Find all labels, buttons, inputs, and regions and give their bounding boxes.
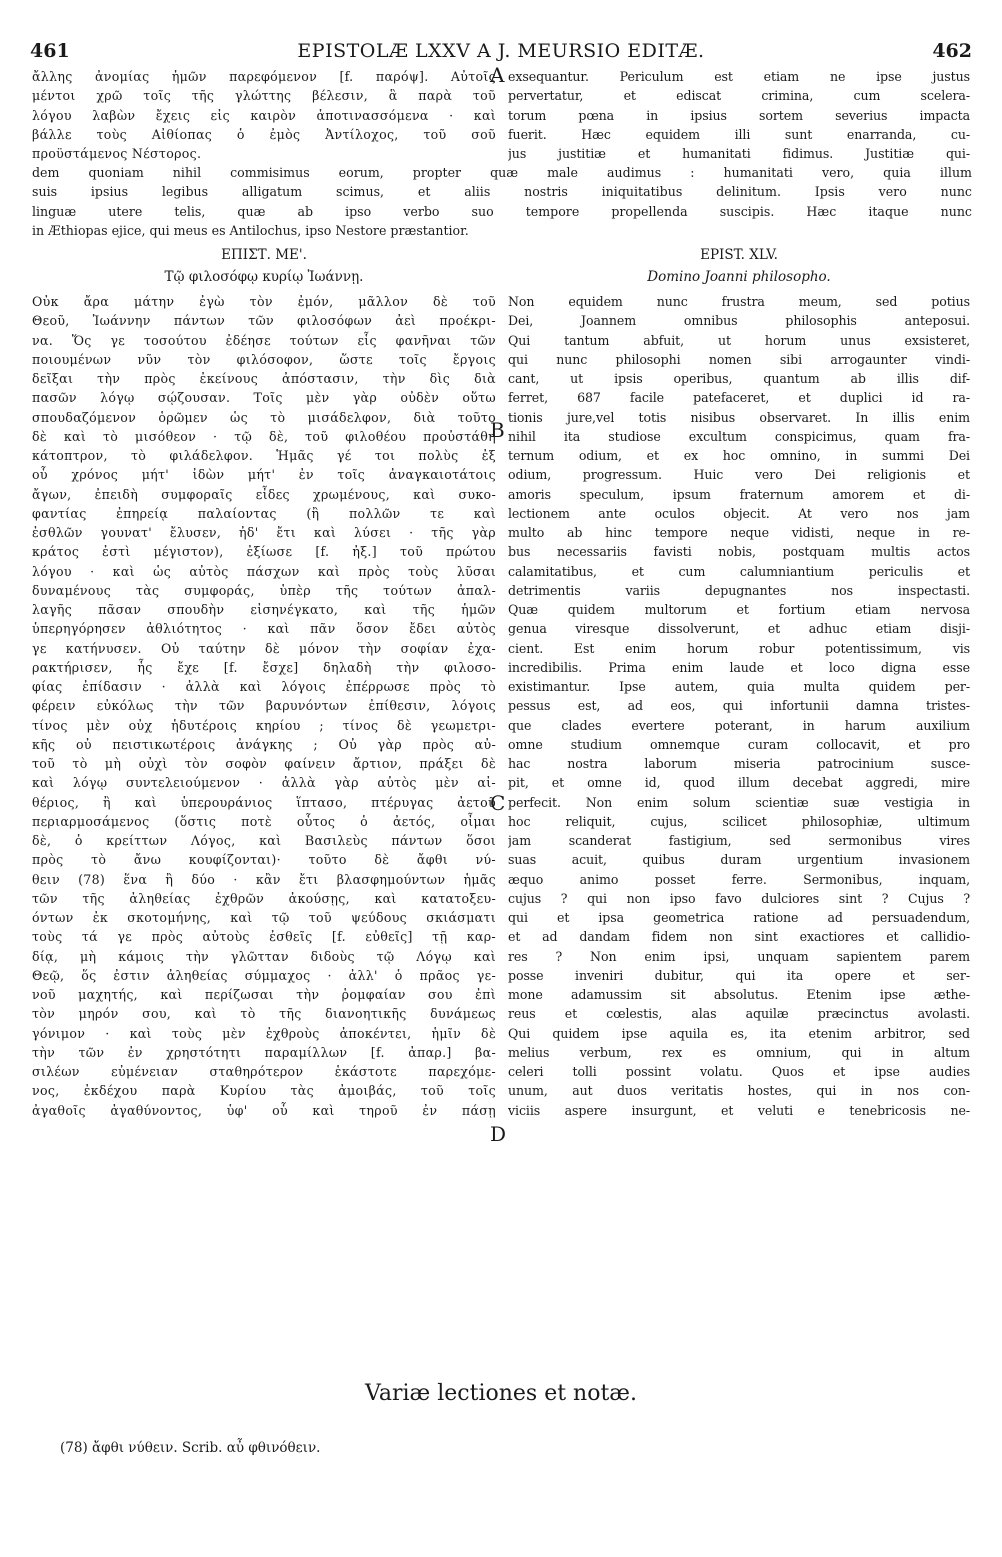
greek-epistle-line: ἀγαθοῖς ἀγαθύνοντος, ὑφ' οὗ καὶ τηροῦ ἐν πάσῃ [32, 1102, 496, 1118]
greek-epistle-addressee: Τῷ φιλοσόφῳ κυρίῳ Ἰωάννῃ. [164, 269, 364, 285]
top-greek-line: ἄλλης ἀνομίας ἡμῶν παρεφόμενον [f. παρόψ]. Αὐτοῖς [32, 69, 496, 84]
greek-epistle-line: ἐσθλῶν γουνατ' ἔλυσεν, ἠδ' ἔτι καὶ λύσει · τῆς γὰρ [32, 525, 496, 540]
latin-epistle-line: qui nunc philosophi nomen sibi arrogaunter vindi- [508, 351, 970, 367]
latin-epistle-line: calamitatibus, et cum calumniantium periculis et [508, 563, 970, 579]
greek-epistle-line: πρὸς τὸ ἄνω κουφίζονται)· τοῦτο δὲ ἄφθι νύ- [32, 852, 496, 868]
latin-epistle-line: nihil ita studiose excultum conspicimus, quam fra- [508, 428, 970, 444]
full-latin-line: dem quoniam nihil commisimus eorum, propter quæ male audimus : humanitati vero, quia illum [32, 165, 972, 180]
latin-epistle-line: Qui quidem ipse aquila es, ita etenim arbitror, sed [508, 1025, 970, 1041]
greek-epistle-line: τοὺς τά γε πρὸς αὐτοὺς ἐσθεῖς [f. εὐθεῖς] τῇ καρ- [32, 929, 496, 945]
latin-epistle-line: incredibilis. Prima enim laude et loco digna esse [508, 659, 970, 675]
latin-epistle-line: unum, aut duos veritatis hostes, qui in nos con- [508, 1083, 970, 1099]
latin-epistle-line: melius verbum, rex es omnium, qui in altum [508, 1044, 970, 1060]
latin-epistle-line: hac nostra laborum miseria patrocinium susce- [508, 756, 970, 771]
top-latin-line: exsequantur. Periculum est etiam ne ipse justus [508, 69, 970, 84]
greek-epistle-line: φέρειν εὐκόλως τὴν τῶν βαρυνόντων ἐπίθεσιν, λόγοις [32, 698, 496, 714]
greek-epistle-line: ὑπερηγόρησεν ἀθλιότητος · καὶ πᾶν ὅσον ἔδει αὐτὸς [32, 621, 496, 637]
greek-epistle-line: σιλέων εὐμένειαν σταθηρότερον ἑκάστοτε παρεχόμε- [32, 1064, 496, 1079]
latin-epistle-line: ternum odium, et ex hoc omnino, in summi Dei [508, 448, 970, 463]
latin-epistle-line: æquo animo posset ferre. Sermonibus, inquam, [508, 871, 970, 887]
full-latin-line: suis ipsius legibus alligatum scimus, et aliis nostris iniquitatibus delinitum. Ipsis vero nunc [32, 184, 972, 200]
top-latin-column [508, 67, 970, 163]
greek-epistle-line: τὸν μηρόν σου, καὶ τὸ τῆς διανοητικῆς δυνάμεως [32, 1006, 496, 1022]
greek-epistle-line: νοῦ μαχητής, καὶ περίζωσαι τὴν ῥομφαίαν σου ἐπὶ [32, 987, 496, 1002]
page-number-left: 461 [30, 40, 70, 62]
latin-epistle-line: cujus ? qui non ipso favo dulciores sint ? Cujus ? [508, 890, 970, 906]
latin-epistle-body [508, 292, 970, 1120]
greek-epistle-line: ρακτήρισεν, ἧς ἔχε [f. ἔσχε] δηλαδὴ τὴν φιλοσο- [32, 659, 496, 675]
latin-epistle-line: Quæ quidem multorum et fortium etiam nervosa [508, 602, 970, 617]
top-latin-line: jus justitiæ et humanitati fidimus. Justitiæ qui- [508, 146, 970, 161]
latin-epistle-line: pit, et omne id, quod illum decebat aggredi, mire [508, 775, 970, 791]
greek-epistle-line: Θεοῦ, Ἰωάννην πάντων τῶν φιλοσόφων ἀεὶ προέκρι- [32, 313, 496, 329]
greek-epistle-line: κῆς οὐ πειστικωτέροις ἀνάγκης ; Οὐ γὰρ πρὸς αὐ- [32, 736, 496, 752]
greek-epistle-line: δὲ, ὁ κρείττων Λόγος, καὶ Βασιλεὺς πάντων ὅσοι [32, 833, 496, 848]
latin-epistle-line: amoris speculum, ipsum fraternum amorem et di- [508, 486, 970, 502]
running-title: EPISTOLÆ LXXV A J. MEURSIO EDITÆ. [297, 40, 705, 62]
latin-epistle-line: bus necessariis favisti nobis, postquam multis actos [508, 544, 970, 560]
latin-epistle-line: detrimentis variis depugnantes nos inspectasti. [508, 582, 970, 598]
latin-epistle-line: reus et cœlestis, alas aquilæ præcinctus avolasti. [508, 1006, 970, 1022]
latin-epistle-line: mone adamussim sit absolutus. Etenim ipse æthe- [508, 987, 970, 1002]
full-width-latin-paragraph [32, 163, 972, 240]
latin-epistle-line: posse inveniri dubitur, qui ita opere et ser- [508, 967, 970, 983]
latin-epistle-line: Dei, Joannem omnibus philosophis anteposui. [508, 313, 970, 329]
latin-epistle-line: hoc reliquit, cujus, scilicet philosophiæ, ultimum [508, 813, 970, 829]
top-greek-line: προϋστάμενος Νέστορος. [32, 146, 202, 161]
greek-epistle-line: λαγῆς πᾶσαν σπουδὴν εἰσηνέγκατο, καὶ τῆς ἡμῶν [32, 602, 496, 617]
latin-epistle-line: multo ab hinc tempore neque vidisti, neque in re- [508, 525, 970, 540]
latin-epistle-line: ferret, 687 facile patefaceret, et duplici id ra- [508, 390, 970, 406]
greek-epistle-line: κράτος ἐστὶ μέγιστον), ἐξίωσε [f. ἠξ.] τοῦ πρώτου [32, 544, 496, 560]
greek-epistle-line: όντων ἐκ σκοτομήνης, καὶ τῷ τοῦ ψεύδους σκιάσματι [32, 910, 496, 925]
top-greek-line: μέντοι χρῶ τοῖς τῆς γλώττης βέλεσιν, ἃ παρὰ τοῦ [32, 88, 496, 104]
greek-epistle-line: Οὐκ ἄρα μάτην ἐγὼ τὸν ἐμόν, μᾶλλον δὲ τοῦ [32, 294, 496, 309]
latin-epistle-line: suas acuit, quibus duram urgentium invasionem [508, 852, 970, 868]
latin-epistle-line: pessus est, ad eos, qui infortunii damna tristes- [508, 698, 970, 714]
greek-epistle-line: δίᾳ, μὴ κάμοις τὴν γλῶτταν διδοὺς τῷ Λόγῳ καὶ [32, 948, 496, 964]
latin-epistle-line: genua viresque dissolverunt, et adhuc etiam disji- [508, 621, 970, 637]
latin-epistle-heading: EPIST. XLV. [700, 247, 778, 263]
latin-epistle-line: celeri tolli possint volatu. Quos et ipse audies [508, 1064, 970, 1079]
full-latin-line: linguæ utere telis, quæ ab ipso verbo suo tempore propellenda suscipis. Hæc itaque nunc [32, 203, 972, 219]
margin-letter-d: D [490, 1122, 507, 1146]
greek-epistle-line: νος, ἐκδέχου παρὰ Κυρίου τὰς ἀμοιβάς, τοῦ τοῖς [32, 1083, 496, 1099]
latin-epistle-line: Qui tantum abfuit, ut horum unus exsisteret, [508, 332, 970, 348]
margin-letter-a: A [490, 63, 505, 87]
greek-epistle-line: φαντίας ἐπηρείᾳ παλαίοντας (ἢ πολλῶν τε καὶ [32, 505, 496, 521]
greek-epistle-line: θέριος, ἢ καὶ ὑπερουράνιος ἵπτασο, πτέρυγας ἀετοῦ [32, 794, 496, 810]
latin-epistle-line: viciis aspere insurgunt, et veluti e tenebricosis ne- [508, 1102, 970, 1118]
latin-epistle-line: jam scanderat fastigium, sed sermonibus vires [508, 833, 970, 848]
full-latin-line: in Æthiopas ejice, qui meus es Antilochus, ipso Nestore præstantior. [32, 222, 469, 238]
latin-epistle-line: cient. Est enim horum robur potentissimum, vis [508, 640, 970, 656]
latin-epistle-line: existimantur. Ipse autem, quia multa quidem per- [508, 679, 970, 694]
latin-epistle-line: cant, ut ipsis operibus, quantum ab illis dif- [508, 371, 970, 386]
top-latin-line: pervertatur, et ediscat crimina, cum scelera- [508, 88, 970, 104]
greek-epistle-line: τοῦ τὸ μὴ οὐχὶ τὸν σοφὸν φαίνειν ἄρτιον, πράξει δὲ [32, 756, 496, 771]
greek-epistle-line: σπουδαζόμενον ὁρῶμεν ὡς τὸ μισάδελφον, διὰ τοῦτο [32, 409, 496, 425]
top-latin-line: fuerit. Hæc equidem illi sunt enarranda, cu- [508, 126, 970, 142]
greek-epistle-line: περιαρμοσάμενος (ὅστις ποτὲ οὗτος ὁ ἀετός, οἶμαι [32, 813, 496, 829]
greek-epistle-line: γόνιμον · καὶ τοὺς μὲν ἐχθροὺς ἀποκέντει, ἡμῖν δὲ [32, 1025, 496, 1041]
greek-epistle-line: οὗ χρόνος μήτ' ἰδὼν μήτ' ἐν τοῖς ἀναγκαιοτάτοις [32, 467, 496, 483]
top-latin-line: torum pœna in ipsius sortem severius impacta [508, 107, 970, 123]
greek-epistle-line: δυναμένους τὰς συμφοράς, ὑπὲρ τῆς τούτων ἀπαλ- [32, 582, 496, 598]
latin-epistle-line: Non equidem nunc frustra meum, sed potius [508, 294, 970, 309]
greek-epistle-line: δεῖξαι τὴν πρὸς ἐκείνους ἀπόστασιν, τὴν δὶς διὰ [32, 371, 496, 386]
top-greek-line: βάλλε τοὺς Αἰθίοπας ὁ ἐμὸς Ἀντίλοχος, τοῦ σοῦ [32, 126, 496, 142]
latin-epistle-line: tionis jure,vel totis nisibus observaret. In illis enim [508, 409, 970, 425]
latin-epistle-line: qui et ipsa geometrica ratione ad persuadendum, [508, 910, 970, 925]
variae-lectiones-title: Variæ lectiones et notæ. [365, 1381, 637, 1406]
greek-epistle-heading: ΕΠΙΣΤ. ΜΕ'. [221, 247, 307, 263]
latin-epistle-line: et ad dandam fidem non sint exactiores et callidio- [508, 929, 970, 945]
greek-epistle-line: καὶ λόγῳ συντελειούμενον · ἀλλὰ γὰρ αὐτὸς μὲν αἰ- [32, 775, 496, 791]
greek-epistle-line: κάτοπτρον, τὸ φιλάδελφον. Ἡμᾶς γέ τοι πολὺς ἐξ [32, 448, 496, 463]
running-header [30, 40, 972, 64]
margin-letter-b: B [490, 418, 505, 442]
greek-epistle-line: να. Ὅς γε τοσούτου ἐδέησε τούτων εἷς φανῆναι τῶν [32, 332, 496, 348]
latin-epistle-line: odium, progressum. Huic vero Dei religionis et [508, 467, 970, 483]
latin-epistle-line: perfecit. Non enim solum scientiæ suæ vestigia in [508, 794, 970, 810]
top-greek-column [32, 67, 496, 163]
greek-epistle-line: τῶν τῆς ἀληθείας ἐχθρῶν ἀκούσῃς, καὶ κατατοξευ- [32, 890, 496, 906]
margin-letter-c: C [490, 791, 506, 815]
greek-epistle-line: λόγου · καὶ ὡς αὐτὸς πάσχων καὶ πρὸς τοὺς λῦσαι [32, 563, 496, 579]
greek-epistle-line: ποιουμένων νῦν τὸν φιλόσοφον, ὥστε τοῖς ἔργοις [32, 351, 496, 367]
greek-epistle-line: τὴν τῶν ἐν χρηστότητι παραμίλλων [f. ἀπαρ.] βα- [32, 1044, 496, 1060]
latin-epistle-line: omne studium omnemque curam collocavit, et pro [508, 736, 970, 752]
latin-epistle-line: lectionem ante oculos objecit. At vero nos jam [508, 505, 970, 521]
greek-epistle-line: γε κατήνυσεν. Οὐ ταύτην δὲ μόνον τὴν σοφίαν ἐχα- [32, 640, 496, 656]
latin-epistle-line: res ? Non enim ipsi, unquam sapientem parem [508, 948, 970, 964]
top-greek-line: λόγου λαβὼν ἔχεις εἰς καιρὸν ἀποτινασσόμενα · καὶ [32, 107, 496, 123]
variae-note: (78) ἄφθι νύθειν. Scrib. αὖ φθινόθειν. [60, 1440, 321, 1456]
latin-epistle-addressee: Domino Joanni philosopho. [647, 269, 831, 285]
greek-epistle-line: φίας ἐπίδασιν · ἀλλὰ καὶ λόγοις ἐπέρρωσε πρὸς τὸ [32, 679, 496, 694]
greek-epistle-line: Θεῷ, ὅς ἐστιν ἀληθείας σύμμαχος · ἀλλ' ὁ πρᾶος γε- [32, 967, 496, 983]
greek-epistle-line: πασῶν λόγῳ σῴζουσαν. Τοῖς μὲν γὰρ οὐδὲν οὕτω [32, 390, 496, 406]
greek-epistle-line: ἄγων, ἐπειδὴ συμφοραῖς εἶδες χρωμένους, καὶ συκο- [32, 486, 496, 502]
page-number-right: 462 [932, 40, 972, 62]
greek-epistle-line: δὲ καὶ τὸ μισόθεον · τῷ δὲ, τοῦ φιλοθέου προὐστάθη [32, 428, 496, 444]
latin-epistle-line: que clades evertere poterant, in harum auxilium [508, 717, 970, 733]
greek-epistle-line: τίνος μὲν οὐχ ἡδυτέροις κηρίου ; τίνος δὲ γεωμετρι- [32, 717, 496, 733]
greek-epistle-body [32, 292, 496, 1120]
greek-epistle-line: θειν (78) ἕνα ἢ δύο · κἂν ἔτι βλασφημούντων ἡμᾶς [32, 871, 496, 887]
